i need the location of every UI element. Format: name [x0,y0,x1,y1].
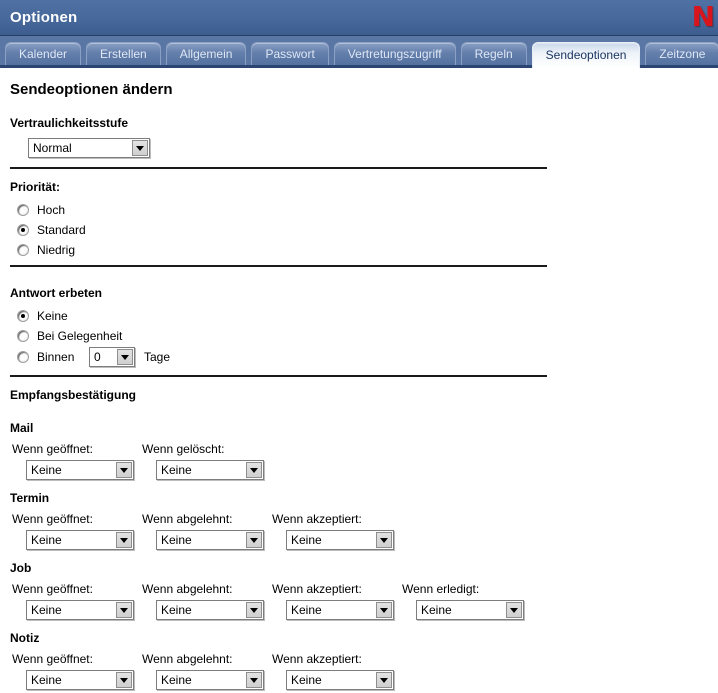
select-value: Keine [161,533,192,547]
priority-option-niedrig[interactable] [10,240,708,260]
tab-vertretungszugriff[interactable]: Vertretungszugriff [334,42,456,65]
mail-geloescht-select[interactable] [156,460,264,480]
notiz-akzeptiert-select[interactable] [286,670,394,690]
days-suffix-label: Tage [144,350,171,364]
field-label: Wenn abgelehnt: [142,582,233,596]
tab-erstellen[interactable]: Erstellen [86,42,161,65]
dropdown-arrow-icon[interactable] [376,602,392,618]
priority-label: Priorität: [10,180,61,194]
radio-label[interactable]: Bei Gelegenheit [37,329,123,343]
radio-button[interactable] [17,310,29,322]
select-value: Keine [161,463,192,477]
titlebar [0,0,718,36]
field-label: Wenn akzeptiert: [272,652,362,666]
select-value: Keine [161,603,192,617]
radio-label[interactable]: Standard [37,223,86,237]
select-value: Keine [421,603,452,617]
page-heading: Sendeoptionen ändern [10,81,173,98]
group-name: Job [10,561,32,575]
dropdown-arrow-icon[interactable] [116,672,132,688]
binnen-days-select[interactable] [89,347,135,367]
field-label: Wenn gelöscht: [142,442,225,456]
dropdown-arrow-icon[interactable] [246,672,262,688]
receipt-group-mail [10,421,708,480]
priority-radio-group [10,200,708,260]
group-name: Termin [10,491,50,505]
receipt-group-job [10,561,708,620]
reply-option-keine[interactable] [10,306,708,326]
field-label: Wenn geöffnet: [12,512,93,526]
job-abgelehnt-select[interactable] [156,600,264,620]
notiz-abgelehnt-select[interactable] [156,670,264,690]
tab-regeln[interactable]: Regeln [461,42,527,65]
radio-button[interactable] [17,244,29,256]
receipt-group-termin [10,491,708,550]
tab-allgemein[interactable]: Allgemein [166,42,247,65]
dropdown-arrow-icon[interactable] [132,140,148,156]
dropdown-arrow-icon[interactable] [117,349,133,365]
job-akzeptiert-select[interactable] [286,600,394,620]
tab-kalender[interactable]: Kalender [5,42,81,65]
tab-zeitzone[interactable]: Zeitzone [645,42,718,65]
priority-option-hoch[interactable] [10,200,708,220]
select-value: Keine [31,533,62,547]
radio-button[interactable] [17,351,29,363]
dropdown-arrow-icon[interactable] [246,602,262,618]
radio-button[interactable] [17,224,29,236]
job-erledigt-select[interactable] [416,600,524,620]
tab-passwort[interactable]: Passwort [251,42,328,65]
tab-bar [0,36,718,68]
select-value: Keine [31,673,62,687]
divider [10,375,547,377]
termin-akzeptiert-select[interactable] [286,530,394,550]
field-label: Wenn abgelehnt: [142,652,233,666]
priority-option-standard[interactable] [10,220,708,240]
divider [10,167,547,169]
divider [10,265,547,267]
novell-logo-icon: N [691,0,715,33]
notiz-geoeffnet-select[interactable] [26,670,134,690]
field-label: Wenn erledigt: [402,582,480,596]
select-value: Keine [291,603,322,617]
reply-option-bei-gelegenheit[interactable] [10,326,708,346]
dropdown-arrow-icon[interactable] [246,532,262,548]
group-name: Mail [10,421,34,435]
select-value: Keine [161,673,192,687]
receipt-section-label: Empfangsbestätigung [10,388,137,402]
field-label: Wenn geöffnet: [12,442,93,456]
mail-geoeffnet-select[interactable] [26,460,134,480]
content-area [0,81,718,690]
dropdown-arrow-icon[interactable] [116,532,132,548]
select-value: Keine [31,463,62,477]
reply-requested-label: Antwort erbeten [10,286,103,300]
reply-radio-group [10,306,708,368]
field-label: Wenn akzeptiert: [272,512,362,526]
radio-button[interactable] [17,204,29,216]
job-geoeffnet-select[interactable] [26,600,134,620]
select-value: Normal [33,141,72,155]
radio-label[interactable]: Binnen [37,350,75,364]
field-label: Wenn abgelehnt: [142,512,233,526]
field-label: Wenn geöffnet: [12,582,93,596]
select-value: Keine [291,673,322,687]
dropdown-arrow-icon[interactable] [116,602,132,618]
receipt-group-notiz [10,631,708,690]
radio-button[interactable] [17,330,29,342]
dropdown-arrow-icon[interactable] [116,462,132,478]
confidentiality-select[interactable] [28,138,150,158]
confidentiality-label: Vertraulichkeitsstufe [10,116,129,130]
dropdown-arrow-icon[interactable] [376,672,392,688]
select-value: 0 [94,350,101,364]
dropdown-arrow-icon[interactable] [506,602,522,618]
tab-sendeoptionen[interactable]: Sendeoptionen [532,42,641,68]
page-title: Optionen [10,9,78,26]
field-label: Wenn geöffnet: [12,652,93,666]
radio-label[interactable]: Niedrig [37,243,76,257]
dropdown-arrow-icon[interactable] [376,532,392,548]
field-label: Wenn akzeptiert: [272,582,362,596]
termin-abgelehnt-select[interactable] [156,530,264,550]
termin-geoeffnet-select[interactable] [26,530,134,550]
dropdown-arrow-icon[interactable] [246,462,262,478]
radio-label[interactable]: Hoch [37,203,66,217]
group-name: Notiz [10,631,40,645]
radio-label[interactable]: Keine [37,309,68,323]
select-value: Keine [31,603,62,617]
select-value: Keine [291,533,322,547]
reply-option-binnen[interactable] [10,346,708,368]
